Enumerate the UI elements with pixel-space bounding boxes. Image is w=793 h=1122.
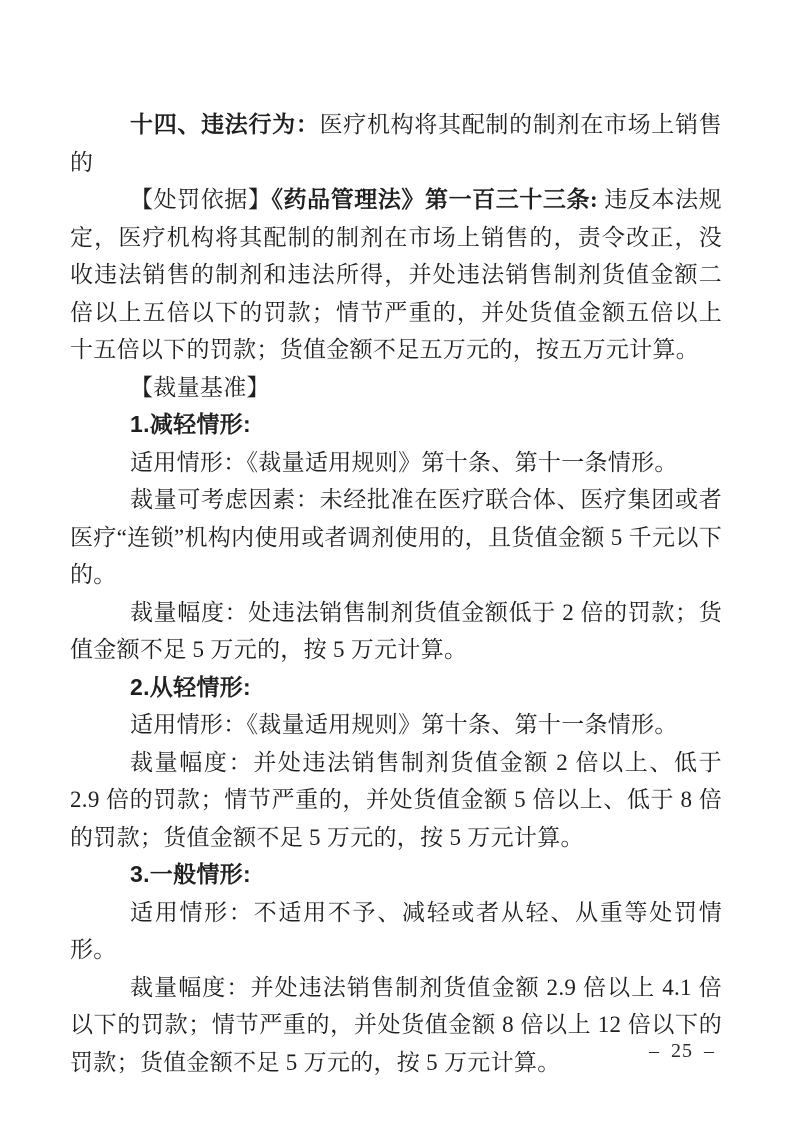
text-run-body-serif: 适用情形：《裁量适用规则》第十条、第十一条情形。 [130,712,678,737]
text-run-body-serif: 【裁量基准】 [130,374,270,400]
case-1-factors [70,481,722,594]
item-14-heading [70,106,722,181]
text-run-heading-serif: 《药品管理法》第一百三十三条: [271,187,599,212]
case-1-title [70,406,722,444]
text-run-heading-sans: 1.减轻情形: [130,411,251,437]
case-2-applicable [70,706,722,744]
text-run-body-serif: 裁量幅度：并处违法销售制剂货值金额 2 倍以上、低于 2.9 倍的罚款；情节严重的，并处货值金额 5 倍以上、低于 8 倍的罚款；货值金额不足 5 万元的，按 5 万元计算。 [70,749,729,850]
text-run-heading-sans: 3.一般情形: [130,861,251,887]
text-run-body-serif: 违反本法规定，医疗机构将其配制的制剂在市场上销售的，责令改正，没收违法销售的制剂和违法所得，并处违法销售制剂货值金额二倍以上五倍以下的罚款；情节严重的，并处货值金额五倍以上十五倍以下的罚款；货值金额不足五万元的，按五万元计算。 [70,187,722,362]
text-run-body-serif: 医疗机构将其配制的制剂在市场上销售的 [70,112,722,175]
case-3-applicable [70,894,722,969]
page-footer [649,1040,715,1063]
text-run-body-serif: 适用情形：不适用不予、减轻或者从轻、从重等处罚情形。 [70,899,722,962]
text-run-body-serif: 裁量幅度：处违法销售制剂货值金额低于 2 倍的罚款；货值金额不足 5 万元的，按 5 万元计算。 [70,599,722,662]
case-1-applicable [70,444,722,482]
case-3-range [70,969,722,1082]
text-run-heading-sans: 十四、违法行为： [130,111,320,137]
text-run-body-serif: 裁量可考虑因素：未经批准在医疗联合体、医疗集团或者医疗“连锁”机构内使用或者调剂使用的，且货值金额 5 千元以下的。 [70,487,722,587]
text-run-body-serif: 【处罚依据】 [130,187,272,212]
case-2-title [70,669,722,707]
text-run-body-serif: 裁量幅度：并处违法销售制剂货值金额 2.9 倍以上 4.1 倍以下的罚款；情节严重的，并处货值金额 8 倍以上 12 倍以下的罚款；货值金额不足 5 万元的，按 5 万元计算。 [70,974,722,1075]
page-number: – 25 – [649,1040,715,1062]
discretion-benchmark-title [70,369,722,407]
document-body [70,106,729,1081]
case-3-title [70,856,722,894]
case-2-range [70,744,729,857]
text-run-heading-sans: 2.从轻情形: [130,673,251,700]
penalty-basis [70,181,722,369]
case-1-range [70,594,722,669]
text-run-body-serif: 适用情形：《裁量适用规则》第十条、第十一条情形。 [130,449,678,475]
